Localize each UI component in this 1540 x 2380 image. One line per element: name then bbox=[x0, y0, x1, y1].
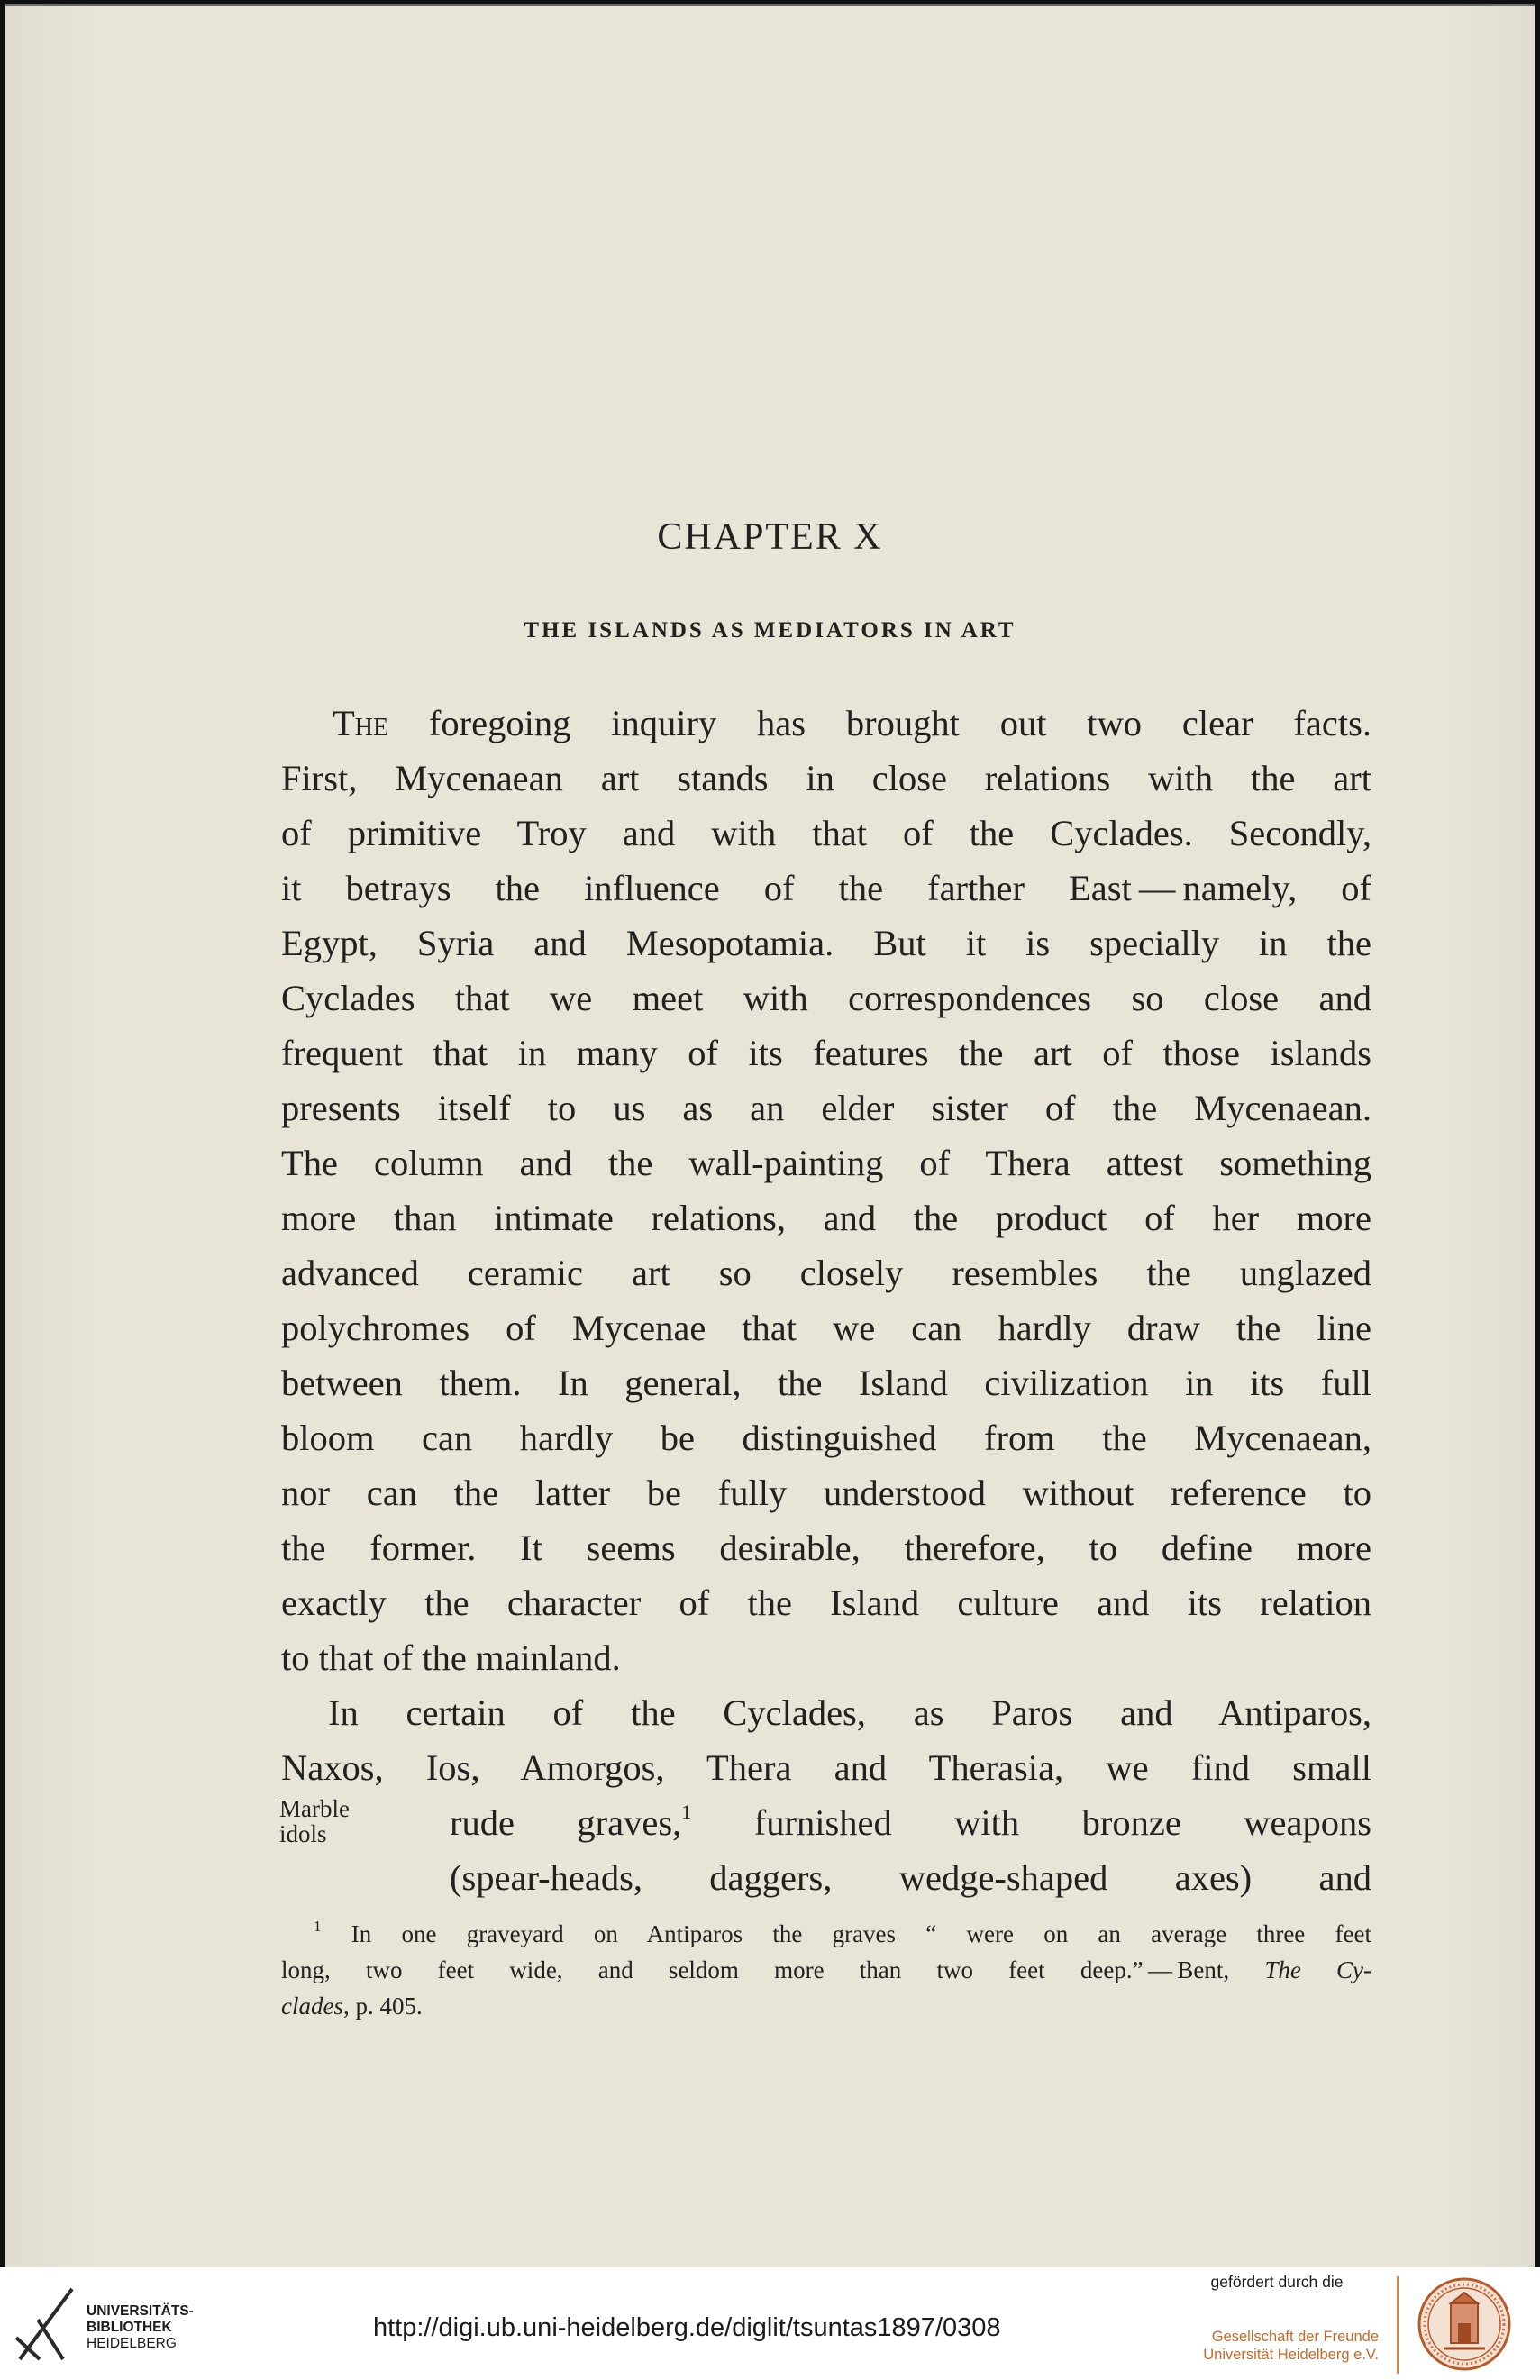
text-span: long, two feet wide, and seldom more than two feet deep.” — Bent, bbox=[281, 1956, 1265, 1983]
text-line: polychromes of Mycenae that we can hardly draw the line bbox=[281, 1308, 1371, 1348]
text-line: nor can the latter be fully understood without reference to bbox=[281, 1473, 1371, 1513]
text-line: Cyclades that we meet with correspondences so close and bbox=[281, 978, 1371, 1018]
text-line: it betrays the influence of the farther East — namely, of bbox=[281, 868, 1371, 908]
text-line bbox=[450, 1801, 1371, 1846]
italic-title: The Cy- bbox=[1264, 1956, 1371, 1983]
text-line: The column and the wall-painting of Thera attest something bbox=[281, 1143, 1371, 1183]
lead-small-caps: The bbox=[333, 703, 389, 743]
chapter-heading: CHAPTER X bbox=[657, 516, 883, 558]
library-name bbox=[87, 2303, 194, 2352]
scanned-book-page bbox=[5, 4, 1535, 2267]
margin-note-line: idols bbox=[279, 1820, 327, 1847]
sponsor-name-line: Gesellschaft der Freunde bbox=[1211, 2329, 1379, 2345]
text-line: presents itself to us as an elder sister of the Mycenaean. bbox=[281, 1088, 1371, 1128]
footnote-line bbox=[281, 1920, 1371, 1948]
text-line: Naxos, Ios, Amorgos, Thera and Therasia, we find small bbox=[281, 1747, 1371, 1788]
text-line: the former. It seems desirable, therefore, to define more bbox=[281, 1527, 1371, 1568]
sponsor-name-line: Universität Heidelberg e.V. bbox=[1203, 2347, 1379, 2363]
text-line: First, Mycenaean art stands in close relations with the art bbox=[281, 758, 1371, 798]
university-seal-icon bbox=[1417, 2276, 1512, 2372]
text-line bbox=[281, 702, 1371, 746]
text-line: frequent that in many of its features the art of those islands bbox=[281, 1033, 1371, 1073]
library-logo-icon bbox=[13, 2284, 79, 2363]
page-top-edge bbox=[5, 4, 1535, 6]
text-line: to that of the mainland. bbox=[281, 1637, 621, 1678]
library-name-line: HEIDELBERG bbox=[87, 2336, 177, 2351]
italic-title: clades bbox=[281, 1992, 343, 2020]
text-span: , p. 405. bbox=[342, 1992, 423, 2020]
footnote-marker: 1 bbox=[314, 1918, 322, 1935]
margin-note bbox=[279, 1796, 350, 1847]
text-span: furnished with bronze weapons bbox=[691, 1802, 1371, 1843]
library-name-line: UNIVERSITÄTS- bbox=[87, 2303, 194, 2319]
margin-note-line: Marble bbox=[279, 1795, 350, 1822]
text-line: exactly the character of the Island culture and its relation bbox=[281, 1582, 1371, 1623]
footer-divider bbox=[1397, 2276, 1399, 2374]
text-line: between them. In general, the Island civilization in its full bbox=[281, 1363, 1371, 1403]
footnote-line bbox=[281, 1956, 1371, 1984]
text-line: (spear-heads, daggers, wedge-shaped axes) and bbox=[450, 1857, 1371, 1898]
footnote-reference: 1 bbox=[681, 1801, 692, 1823]
text-line: Egypt, Syria and Mesopotamia. But it is specially in the bbox=[281, 923, 1371, 963]
sponsor-intro: gefördert durch die bbox=[1210, 2273, 1344, 2291]
text-line: of primitive Troy and with that of the Cyclades. Secondly, bbox=[281, 813, 1371, 853]
text-line: bloom can hardly be distinguished from the Mycenaean, bbox=[281, 1418, 1371, 1458]
text-span: foregoing inquiry has brought out two clear facts. bbox=[388, 703, 1371, 743]
permalink-url[interactable]: http://digi.ub.uni-heidelberg.de/diglit/tsuntas1897/0308 bbox=[373, 2313, 1001, 2342]
chapter-title: THE ISLANDS AS MEDIATORS IN ART bbox=[524, 618, 1016, 643]
text-line: advanced ceramic art so closely resembles the unglazed bbox=[281, 1253, 1371, 1293]
digitization-footer bbox=[0, 2267, 1540, 2380]
text-span: In one graveyard on Antiparos the graves “ were on an average three feet bbox=[321, 1920, 1371, 1947]
text-line: more than intimate relations, and the product of her more bbox=[281, 1198, 1371, 1238]
library-name-line: BIBLIOTHEK bbox=[87, 2320, 172, 2335]
footnote-line bbox=[281, 1992, 1371, 2020]
text-line: In certain of the Cyclades, as Paros and Antiparos, bbox=[328, 1692, 1371, 1733]
text-span: rude graves, bbox=[450, 1802, 682, 1843]
sponsor-block bbox=[1175, 2273, 1379, 2364]
